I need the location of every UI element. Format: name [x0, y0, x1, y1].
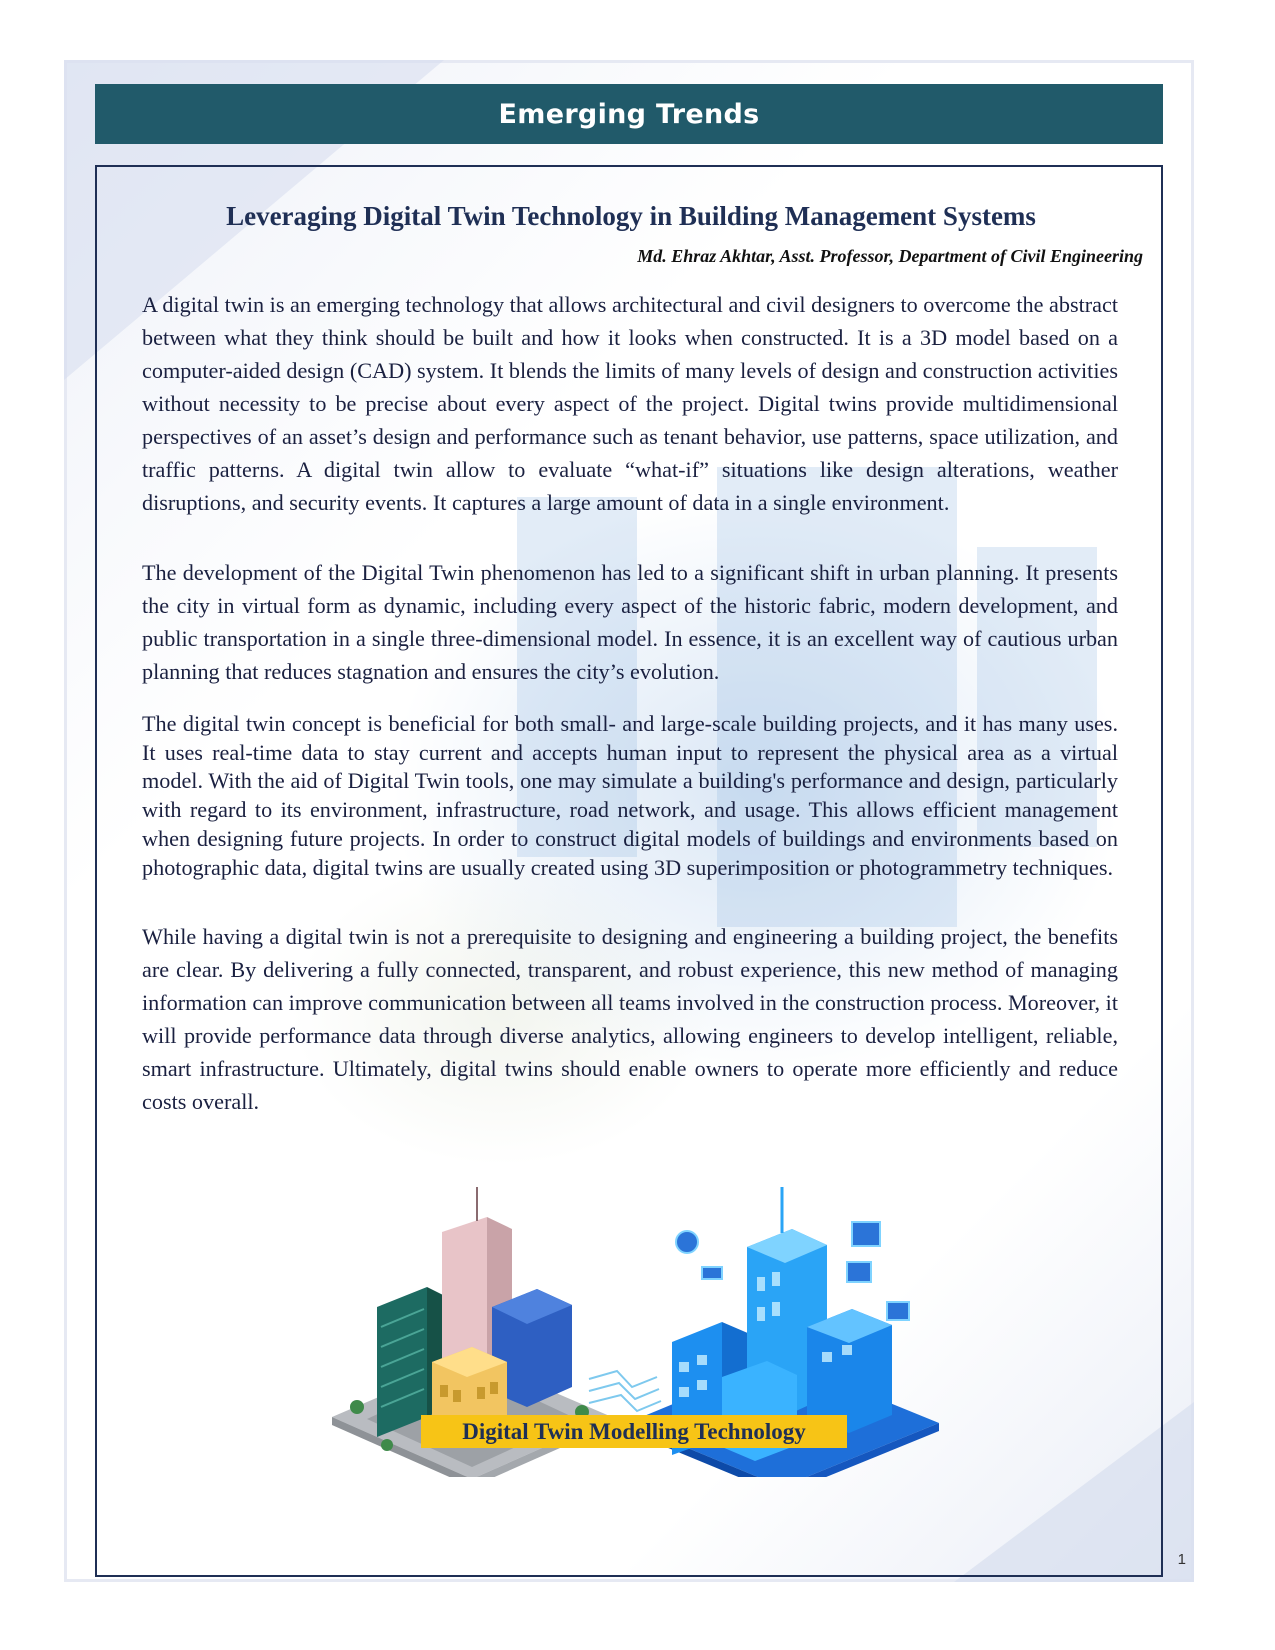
paragraph-4: While having a digital twin is not a prerequisite to designing and engineering a building project, the benefits are clear. By delivering a fully connected, transparent, and robust experience, this new method of managing information can improve communication between all teams involved in the construction process. Moreover, it will provide performance data through diverse analytics, allowing engineers to develop intelligent, reliable, smart infrastructure. Ultimately, digital twins should enable owners to operate more efficiently and reduce costs overall. — [142, 924, 1118, 1114]
section-header: Emerging Trends — [95, 84, 1163, 144]
article-title: Leveraging Digital Twin Technology in Building Management Systems — [226, 201, 1036, 231]
paragraph-1: A digital twin is an emerging technology that allows architectural and civil designers to overcome the abstract between what they think should be built and how it looks when constructed. It is a 3D model based on a computer-aided design (CAD) system. It blends the limits of many levels of design and construction activities without necessity to be precise about every aspect of the project. Digital twins provide multidimensional perspectives of an asset’s design and performance such as tenant behavior, use patterns, space utilization, and traffic patterns. A digital twin allow to evaluate “what-if” situations like design alterations, weather disruptions, and security events. It captures a large amount of data in a single environment. — [142, 292, 1118, 515]
figure-caption: Digital Twin Modelling Technology — [421, 1415, 847, 1448]
data-link-graphic — [589, 1371, 661, 1411]
page-number: 1 — [1177, 1551, 1186, 1568]
paragraph-2: The development of the Digital Twin phenomenon has led to a significant shift in urban planning. It presents the city in virtual form as dynamic, including every aspect of the historic fabric, modern development, and public transportation in a single three-dimensional model. In essence, it is an excellent way of cautious urban planning that reduces stagnation and ensures the city’s evolution. — [142, 560, 1118, 684]
article-box — [95, 165, 1163, 1577]
paragraph-3: The digital twin concept is beneficial for both small- and large-scale building projects, and it has many uses. It uses real-time data to stay current and accepts human input to represent the physical area as a virtual model. With the aid of Digital Twin tools, one may simulate a building's performance and design, particularly with regard to its environment, infrastructure, road network, and usage. This allows efficient management when designing future projects. In order to construct digital models of buildings and environments based on photographic data, digital twins are usually created using 3D superimposition or photogrammetry techniques. — [142, 711, 1118, 880]
article-author: Md. Ehraz Akhtar, Asst. Professor, Department of Civil Engineering — [637, 246, 1143, 266]
